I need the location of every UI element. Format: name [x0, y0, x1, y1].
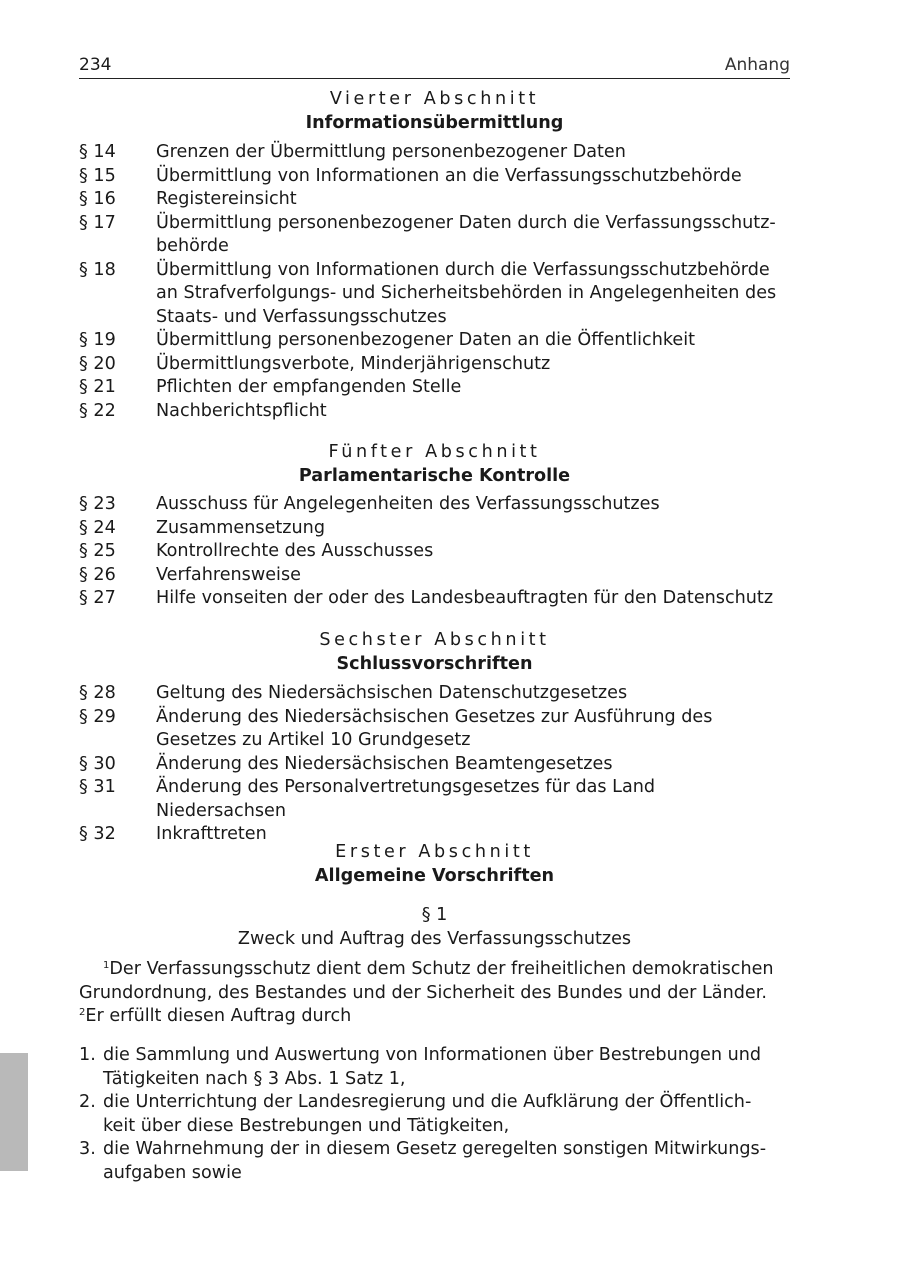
toc-entry-number: § 15	[79, 165, 116, 186]
toc-entry-number: § 20	[79, 353, 116, 374]
toc-entry	[79, 493, 790, 517]
toc-entry-title	[156, 353, 790, 377]
toc-entry	[79, 564, 790, 588]
sentence-marker: 2	[79, 1007, 86, 1018]
page-number: 234	[79, 55, 112, 75]
toc-entry-line: Übermittlung von Informationen durch die Verfassungsschutzbehörde	[156, 259, 770, 280]
list-item-line: Tätigkeiten nach § 3 Abs. 1 Satz 1,	[103, 1068, 406, 1089]
thumb-index-tab	[0, 1053, 28, 1171]
toc-list-fuenfter	[79, 493, 790, 611]
toc-entry-title	[156, 400, 790, 424]
toc-entry-line: Kontrollrechte des Ausschusses	[156, 541, 434, 561]
toc-entry-title	[156, 587, 790, 611]
toc-entry-line: Übermittlung personenbezogener Daten an die Öffentlichkeit	[156, 330, 696, 350]
toc-entry	[79, 776, 790, 823]
section-heading-sechster	[79, 629, 790, 676]
toc-entry-title	[156, 564, 790, 588]
toc-entry-line: Übermittlungsverbote, Minderjährigenschutz	[156, 353, 551, 374]
toc-entry-number: § 18	[79, 259, 116, 280]
toc-entry	[79, 753, 790, 777]
toc-entry-line: Gesetzes zu Artikel 10 Grundgesetz	[156, 730, 471, 750]
toc-entry	[79, 400, 790, 424]
toc-entry-number: § 22	[79, 400, 116, 421]
list-item	[79, 1044, 790, 1091]
sentence-1-line: $^1$Der Verfassungsschutz dient dem Schutz der freiheitlichen demokratischen	[103, 959, 774, 979]
list-item-line: die Unterrichtung der Landesregierung und die Aufklärung der Öffentlich-	[103, 1092, 752, 1112]
toc-entry-title	[156, 329, 790, 353]
list-item-line: aufgaben sowie	[103, 1162, 242, 1183]
toc-entry-number: § 29	[79, 706, 116, 727]
toc-entry-title	[156, 141, 790, 165]
toc-entry-line: behörde	[156, 236, 229, 256]
toc-entry-title	[156, 753, 790, 777]
list-item-number: 3.	[79, 1139, 96, 1159]
toc-entry	[79, 587, 790, 611]
section-title: Anhang	[724, 55, 790, 75]
section-label: Vierter Abschnitt	[329, 89, 540, 109]
toc-entry-title	[156, 212, 790, 259]
toc-entry-line: an Strafverfolgungs- und Sicherheitsbehörden in Angelegenheiten des	[156, 283, 777, 303]
section-title: Allgemeine Vorschriften	[314, 865, 555, 886]
paragraph-body	[79, 958, 790, 1029]
list-item-number: 2.	[79, 1092, 96, 1112]
toc-entry	[79, 517, 790, 541]
toc-entry-line: Nachberichtspflicht	[156, 400, 327, 421]
sentence-marker: 1	[103, 960, 110, 971]
toc-entry-line: Pflichten der empfangenden Stelle	[156, 377, 462, 397]
section-title: Informationsübermittlung	[305, 112, 564, 133]
list-item-line: die Sammlung und Auswertung von Informationen über Bestrebungen und	[103, 1045, 762, 1065]
sentence-1-line: Grundordnung, des Bestandes und der Sicherheit des Bundes und der Länder.	[79, 982, 767, 1003]
toc-entry-title	[156, 682, 790, 706]
list-item-text	[103, 1138, 790, 1185]
toc-entry-title	[156, 259, 790, 330]
toc-entry-title	[156, 706, 790, 753]
toc-entry-line: Ausschuss für Angelegenheiten des Verfassungsschutzes	[156, 494, 660, 514]
toc-entry	[79, 141, 790, 165]
toc-entry-title	[156, 540, 790, 564]
toc-entry-title	[156, 493, 790, 517]
toc-entry	[79, 188, 790, 212]
toc-entry-line: Staats- und Verfassungsschutzes	[156, 306, 447, 327]
toc-entry-line: Grenzen der Übermittlung personenbezogener Daten	[156, 142, 626, 162]
section-title: Schlussvorschriften	[336, 653, 533, 674]
toc-entry-line: Änderung des Niedersächsischen Gesetzes zur Ausführung des	[156, 706, 713, 727]
enumerated-list	[79, 1044, 790, 1185]
toc-entry	[79, 540, 790, 564]
toc-entry-line: Änderung des Niedersächsischen Beamtengesetzes	[156, 753, 613, 774]
toc-entry	[79, 165, 790, 189]
toc-entry-title	[156, 188, 790, 212]
toc-entry-title	[156, 776, 790, 823]
toc-entry	[79, 329, 790, 353]
section-label: Fünfter Abschnitt	[328, 442, 541, 462]
toc-entry-number: § 25	[79, 541, 116, 561]
toc-entry-line: Änderung des Personalvertretungsgesetzes für das Land Niedersachsen	[156, 777, 656, 821]
toc-entry-number: § 30	[79, 753, 116, 774]
list-item-text	[103, 1091, 790, 1138]
list-item	[79, 1138, 790, 1185]
toc-entry	[79, 212, 790, 259]
toc-entry	[79, 353, 790, 377]
toc-entry	[79, 706, 790, 753]
section-heading-vierter	[79, 88, 790, 135]
toc-entry	[79, 682, 790, 706]
toc-entry-line: Geltung des Niedersächsischen Datenschutzgesetzes	[156, 683, 628, 703]
paragraph-number: § 1	[421, 905, 448, 925]
list-item-number: 1.	[79, 1045, 96, 1065]
paragraph-title: Zweck und Auftrag des Verfassungsschutzes	[237, 928, 632, 949]
section-label: Sechster Abschnitt	[319, 630, 550, 650]
toc-entry-line: Inkrafttreten	[156, 824, 267, 844]
toc-entry-title	[156, 517, 790, 541]
toc-entry-number: § 14	[79, 142, 116, 162]
toc-entry-number: § 32	[79, 824, 116, 844]
toc-entry-number: § 16	[79, 189, 116, 209]
toc-entry-number: § 21	[79, 377, 116, 397]
toc-list-vierter	[79, 141, 790, 423]
toc-entry-title	[156, 376, 790, 400]
toc-entry-title	[156, 165, 790, 189]
paragraph-heading	[79, 904, 790, 951]
list-item-text	[103, 1044, 790, 1091]
toc-entry-line: Übermittlung personenbezogener Daten durch die Verfassungsschutz-	[156, 212, 776, 233]
list-item-line: die Wahrnehmung der in diesem Gesetz geregelten sonstigen Mitwirkungs-	[103, 1139, 767, 1159]
section-title: Parlamentarische Kontrolle	[298, 465, 571, 486]
toc-entry	[79, 376, 790, 400]
toc-entry-line: Übermittlung von Informationen an die Verfassungsschutzbehörde	[156, 165, 742, 186]
section-label: Erster Abschnitt	[335, 842, 534, 862]
toc-entry	[79, 259, 790, 330]
toc-entry-number: § 26	[79, 564, 116, 585]
running-header	[79, 52, 790, 79]
section-heading-fuenfter	[79, 441, 790, 488]
toc-entry-number: § 17	[79, 212, 116, 233]
list-item-line: keit über diese Bestrebungen und Tätigkeiten,	[103, 1115, 510, 1136]
toc-entry-number: § 24	[79, 517, 116, 538]
section-heading-erster	[79, 841, 790, 888]
toc-entry-line: Zusammensetzung	[156, 517, 325, 538]
toc-entry-line: Registereinsicht	[156, 189, 297, 209]
toc-entry-number: § 19	[79, 330, 116, 350]
toc-entry-number: § 31	[79, 777, 116, 797]
toc-list-sechster	[79, 682, 790, 847]
toc-entry-line: Verfahrensweise	[156, 564, 301, 585]
toc-entry-number: § 23	[79, 494, 116, 514]
sentence-2-line: $^2$Er erfüllt diesen Auftrag durch	[79, 1006, 352, 1026]
toc-entry-number: § 27	[79, 588, 116, 608]
toc-entry-line: Hilfe vonseiten der oder des Landesbeauftragten für den Datenschutz	[156, 588, 774, 608]
toc-entry-number: § 28	[79, 683, 116, 703]
list-item	[79, 1091, 790, 1138]
